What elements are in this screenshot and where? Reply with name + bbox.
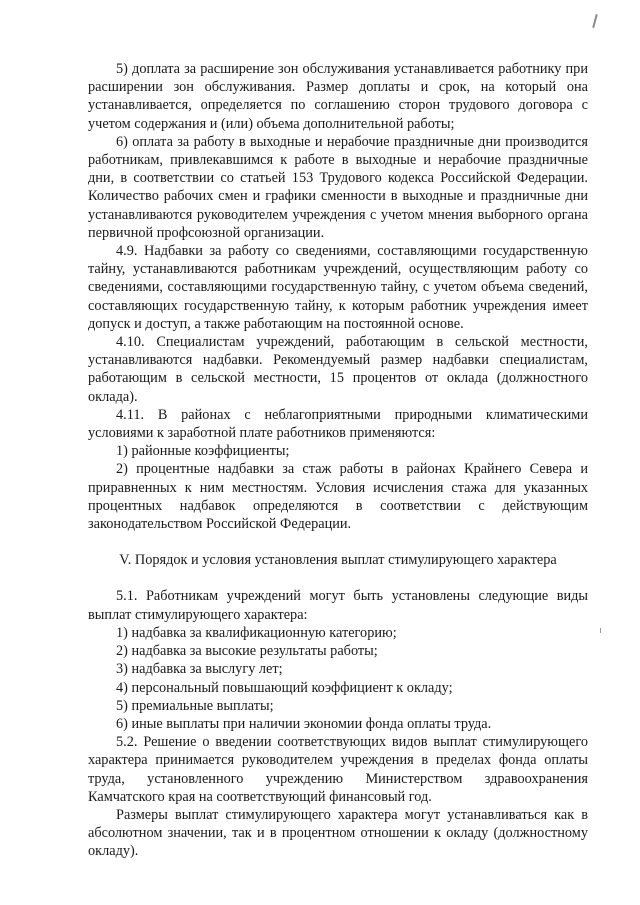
document-body <box>88 60 588 861</box>
paragraph-payment-amounts: Размеры выплат стимулирующего характера могут устанавливаться как в абсолютном значении, так и в процентном отношении к окладу (должностному окладу). <box>88 806 588 860</box>
scan-artifact-dot <box>600 628 601 633</box>
list-item: 5) премиальные выплаты; <box>116 697 274 714</box>
list-item: 1) надбавка за квалификационную категорию; <box>116 624 397 641</box>
paragraph-extra-pay-service-zones: 5) доплата за расширение зон обслуживания устанавливается работнику при расширении зон обслуживания. Размер доплаты и срок, на который она устанавливается, определяется по соглашению сторон трудового договора с учетом содержания и (или) объема дополнительной работы; <box>88 61 588 132</box>
scan-artifact-mark <box>592 14 598 28</box>
paragraph-regional-coefficients: 1) районные коэффициенты; <box>116 443 290 460</box>
paragraph-4-11-climate: 4.11. В районах с неблагоприятными природными климатическими условиями к заработной плате работников применяются: <box>88 406 588 442</box>
section-heading-v: V. Порядок и условия установления выплат стимулирующего характера <box>119 552 557 569</box>
paragraph-4-10-rural-specialists: 4.10. Специалистам учреждений, работающим в сельской местности, устанавливаются надбавки. Рекомендуемый размер надбавки специалистам, работающим в сельской местности, 15 процентов от оклада (должностного оклада). <box>88 334 588 405</box>
paragraph-4-9-state-secret: 4.9. Надбавки за работу со сведениями, составляющими государственную тайну, устанавливаются работникам учреждений, осуществляющим работу со сведениями, составляющими государственную тайну, с учетом объема сведений, составляющих государственную тайну, к которым работник учреждения имеет допуск и доступ, а также работающим на постоянной основе. <box>88 243 588 332</box>
list-item: 2) надбавка за высокие результаты работы; <box>116 643 378 660</box>
list-item: 4) персональный повышающий коэффициент к окладу; <box>116 679 453 696</box>
paragraph-5-1-intro: 5.1. Работникам учреждений могут быть установлены следующие виды выплат стимулирующего характера: <box>88 588 588 623</box>
paragraph-5-2-decision: 5.2. Решение о введении соответствующих видов выплат стимулирующего характера принимается руководителем учреждения в пределах фонда оплаты труда, установленного учреждению Министерством здравоохранения Камчатского края на соответствующий финансовый год. <box>88 734 588 805</box>
paragraph-northern-allowances: 2) процентные надбавки за стаж работы в районах Крайнего Севера и приравненных к ним местностям. Условия исчисления стажа для указанных процентных надбавок определяются в соответствии с действующим законодательством Российской Федерации. <box>88 461 588 533</box>
list-item: 6) иные выплаты при наличии экономии фонда оплаты труда. <box>116 715 492 732</box>
list-item: 3) надбавка за выслугу лет; <box>116 661 283 678</box>
paragraph-weekend-pay: 6) оплата за работу в выходные и нерабочие праздничные дни производится работникам, привлекавшимся к работе в выходные и нерабочие праздничные дни, в соответствии со статьей 153 Трудового кодекса Российской Федерации. Количество рабочих смен и графики сменности в выходные и праздничные дни устанавливаются руководителем учреждения с учетом мнения выборного органа первичной профсоюзной организации. <box>88 133 588 241</box>
